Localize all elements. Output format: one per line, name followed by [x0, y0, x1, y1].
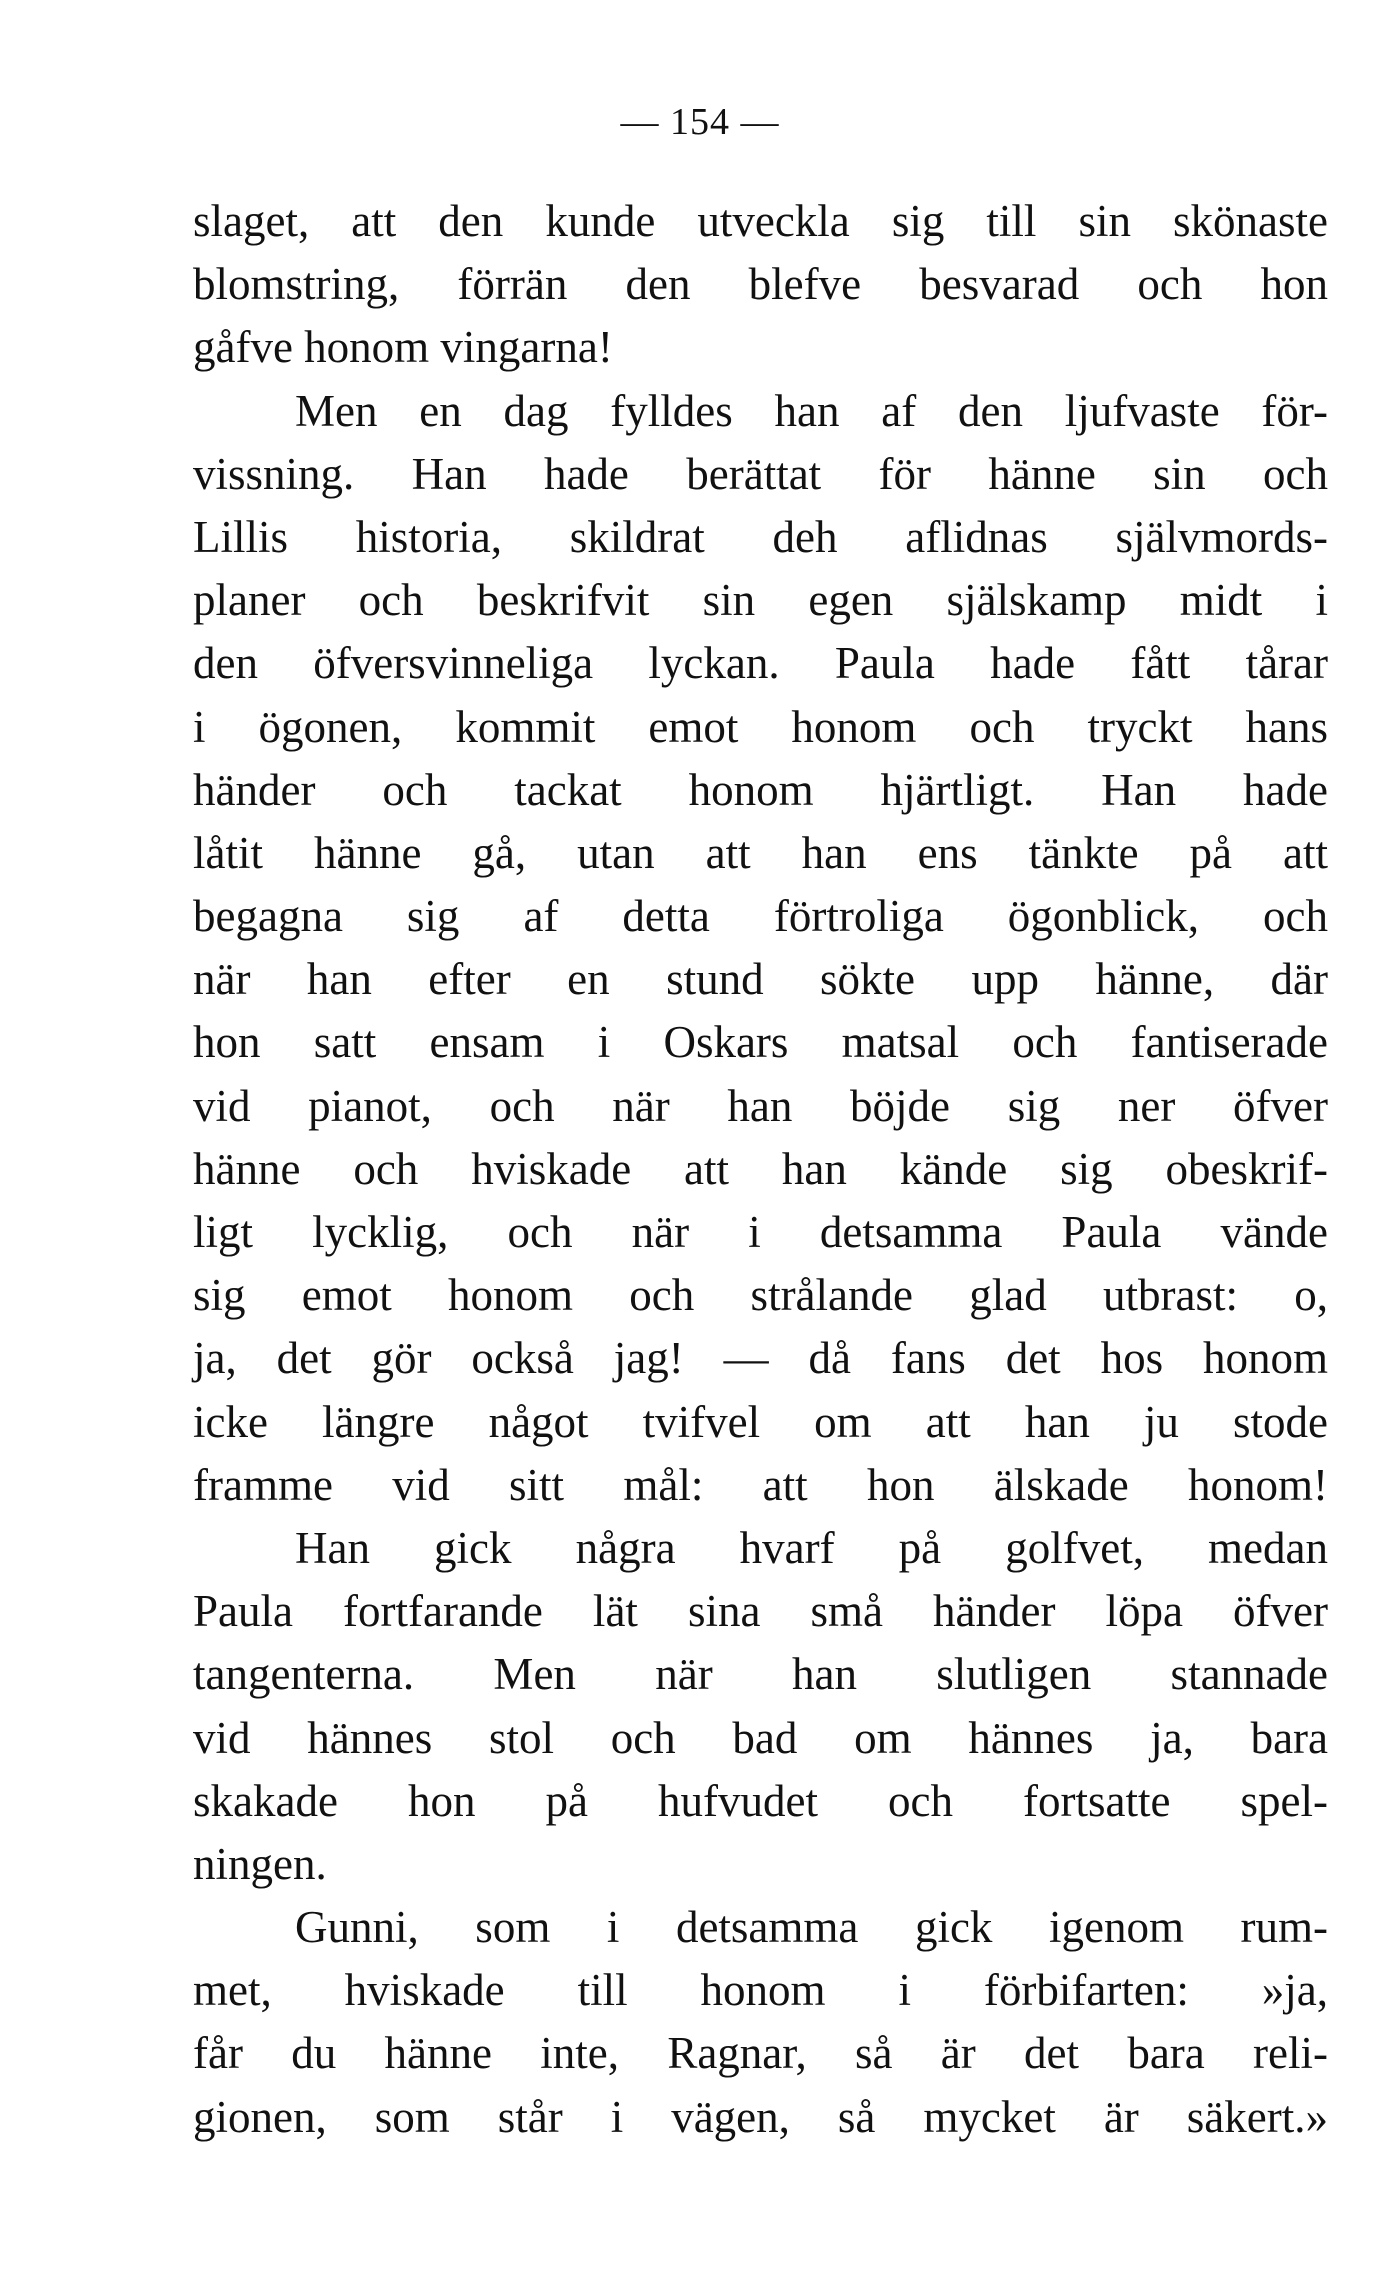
text-line: den öfversvinneliga lyckan. Paula hade fått tårar: [193, 638, 1328, 689]
text-line: vid pianot, och när han böjde sig ner öfver: [193, 1080, 1328, 1131]
text-line: Han gick några hvarf på golfvet, medan: [295, 1522, 1328, 1573]
text-line: gionen, som står i vägen, så mycket är säkert.»: [193, 2091, 1328, 2142]
text-line: slaget, att den kunde utveckla sig till sin skönaste: [193, 196, 1328, 246]
text-line: Men en dag fylldes han af den ljufvaste för-: [295, 385, 1328, 436]
text-line: blomstring, förrän den blefve besvarad och hon: [193, 259, 1328, 310]
body-text: [193, 190, 1328, 2149]
text-line: Gunni, som i detsamma gick igenom rum-: [295, 1902, 1328, 1953]
text-line: ligt lycklig, och när i detsamma Paula vände: [193, 1207, 1328, 1257]
text-line: gåfve honom vingarna!: [193, 322, 613, 373]
text-line: låtit hänne gå, utan att han ens tänkte på att: [193, 827, 1328, 878]
text-line: ningen.: [193, 1838, 327, 1889]
text-line: icke längre något tvifvel om att han ju stode: [193, 1396, 1328, 1447]
text-line: i ögonen, kommit emot honom och tryckt hans: [193, 701, 1328, 752]
text-line: får du hänne inte, Ragnar, så är det bara reli-: [193, 2028, 1328, 2079]
text-line: hon satt ensam i Oskars matsal och fantiserade: [193, 1017, 1328, 1068]
text-line: ja, det gör också jag! — då fans det hos honom: [193, 1333, 1328, 1384]
text-line: Paula fortfarande lät sina små händer löpa öfver: [193, 1586, 1328, 1637]
text-line: planer och beskrifvit sin egen själskamp midt i: [193, 575, 1328, 626]
text-line: skakade hon på hufvudet och fortsatte spel-: [193, 1775, 1328, 1826]
text-line: när han efter en stund sökte upp hänne, där: [193, 954, 1328, 1005]
text-line: begagna sig af detta förtroliga ögonblick, och: [193, 891, 1328, 942]
text-line: met, hviskade till honom i förbifarten: »ja,: [193, 1965, 1328, 2016]
text-line: framme vid sitt mål: att hon älskade honom!: [193, 1459, 1328, 1510]
text-line: sig emot honom och strålande glad utbrast: o,: [193, 1270, 1328, 1321]
text-line: hänne och hviskade att han kände sig obeskrif-: [193, 1143, 1328, 1194]
page-number: — 154 —: [620, 101, 780, 143]
text-line: Lillis historia, skildrat deh aflidnas självmords-: [193, 511, 1328, 562]
text-line: vid hännes stol och bad om hännes ja, bara: [193, 1712, 1328, 1763]
text-line: händer och tackat honom hjärtligt. Han hade: [193, 764, 1328, 815]
text-line: vissning. Han hade berättat för hänne sin och: [193, 448, 1328, 499]
text-line: tangenterna. Men när han slutligen stannade: [193, 1649, 1328, 1700]
